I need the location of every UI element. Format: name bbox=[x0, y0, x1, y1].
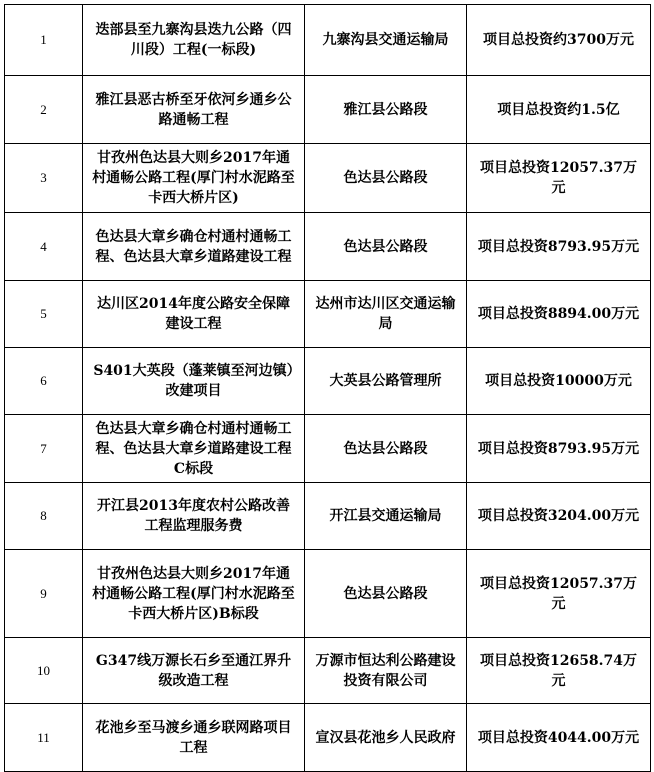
project-name: 甘孜州色达县大则乡2017年通村通畅公路工程(厚门村水泥路至卡西大桥片区) bbox=[83, 144, 305, 213]
project-investment: 项目总投资约3700万元 bbox=[467, 5, 651, 76]
table-row bbox=[5, 415, 651, 483]
table-row bbox=[5, 348, 651, 415]
table-row bbox=[5, 550, 651, 638]
table-row bbox=[5, 144, 651, 213]
project-investment: 项目总投资10000万元 bbox=[467, 348, 651, 415]
construction-unit: 万源市恒达利公路建设投资有限公司 bbox=[305, 638, 467, 704]
row-number: 2 bbox=[5, 76, 83, 144]
construction-unit: 大英县公路管理所 bbox=[305, 348, 467, 415]
construction-unit: 色达县公路段 bbox=[305, 213, 467, 281]
table-row bbox=[5, 704, 651, 772]
project-investment: 项目总投资12057.37万元 bbox=[467, 550, 651, 638]
construction-unit: 达州市达川区交通运输局 bbox=[305, 281, 467, 348]
construction-unit: 色达县公路段 bbox=[305, 415, 467, 483]
row-number: 9 bbox=[5, 550, 83, 638]
project-name: 色达县大章乡确仓村通村通畅工程、色达县大章乡道路建设工程 bbox=[83, 213, 305, 281]
construction-unit: 色达县公路段 bbox=[305, 550, 467, 638]
table-row bbox=[5, 76, 651, 144]
construction-unit: 宣汉县花池乡人民政府 bbox=[305, 704, 467, 772]
project-investment: 项目总投资8793.95万元 bbox=[467, 213, 651, 281]
project-investment: 项目总投资约1.5亿 bbox=[467, 76, 651, 144]
table-row bbox=[5, 213, 651, 281]
row-number: 7 bbox=[5, 415, 83, 483]
project-table bbox=[4, 4, 651, 772]
row-number: 4 bbox=[5, 213, 83, 281]
project-name: 色达县大章乡确仓村通村通畅工程、色达县大章乡道路建设工程C标段 bbox=[83, 415, 305, 483]
project-name: 花池乡至马渡乡通乡联网路项目工程 bbox=[83, 704, 305, 772]
project-name: G347线万源长石乡至通江界升级改造工程 bbox=[83, 638, 305, 704]
project-investment: 项目总投资12057.37万元 bbox=[467, 144, 651, 213]
project-investment: 项目总投资4044.00万元 bbox=[467, 704, 651, 772]
row-number: 6 bbox=[5, 348, 83, 415]
project-name: S401大英段（蓬莱镇至河边镇）改建项目 bbox=[83, 348, 305, 415]
row-number: 5 bbox=[5, 281, 83, 348]
project-investment: 项目总投资8894.00万元 bbox=[467, 281, 651, 348]
table-row bbox=[5, 5, 651, 76]
project-investment: 项目总投资8793.95万元 bbox=[467, 415, 651, 483]
project-name: 雅江县恶古桥至牙依河乡通乡公路通畅工程 bbox=[83, 76, 305, 144]
construction-unit: 雅江县公路段 bbox=[305, 76, 467, 144]
project-investment: 项目总投资3204.00万元 bbox=[467, 483, 651, 550]
project-name: 甘孜州色达县大则乡2017年通村通畅公路工程(厚门村水泥路至卡西大桥片区)B标段 bbox=[83, 550, 305, 638]
row-number: 3 bbox=[5, 144, 83, 213]
project-name: 迭部县至九寨沟县迭九公路（四川段）工程(一标段) bbox=[83, 5, 305, 76]
project-name: 开江县2013年度农村公路改善工程监理服务费 bbox=[83, 483, 305, 550]
row-number: 1 bbox=[5, 5, 83, 76]
construction-unit: 九寨沟县交通运输局 bbox=[305, 5, 467, 76]
table-row bbox=[5, 638, 651, 704]
table-row bbox=[5, 483, 651, 550]
project-investment: 项目总投资12658.74万元 bbox=[467, 638, 651, 704]
row-number: 10 bbox=[5, 638, 83, 704]
row-number: 8 bbox=[5, 483, 83, 550]
construction-unit: 开江县交通运输局 bbox=[305, 483, 467, 550]
project-name: 达川区2014年度公路安全保障建设工程 bbox=[83, 281, 305, 348]
construction-unit: 色达县公路段 bbox=[305, 144, 467, 213]
table-row bbox=[5, 281, 651, 348]
row-number: 11 bbox=[5, 704, 83, 772]
